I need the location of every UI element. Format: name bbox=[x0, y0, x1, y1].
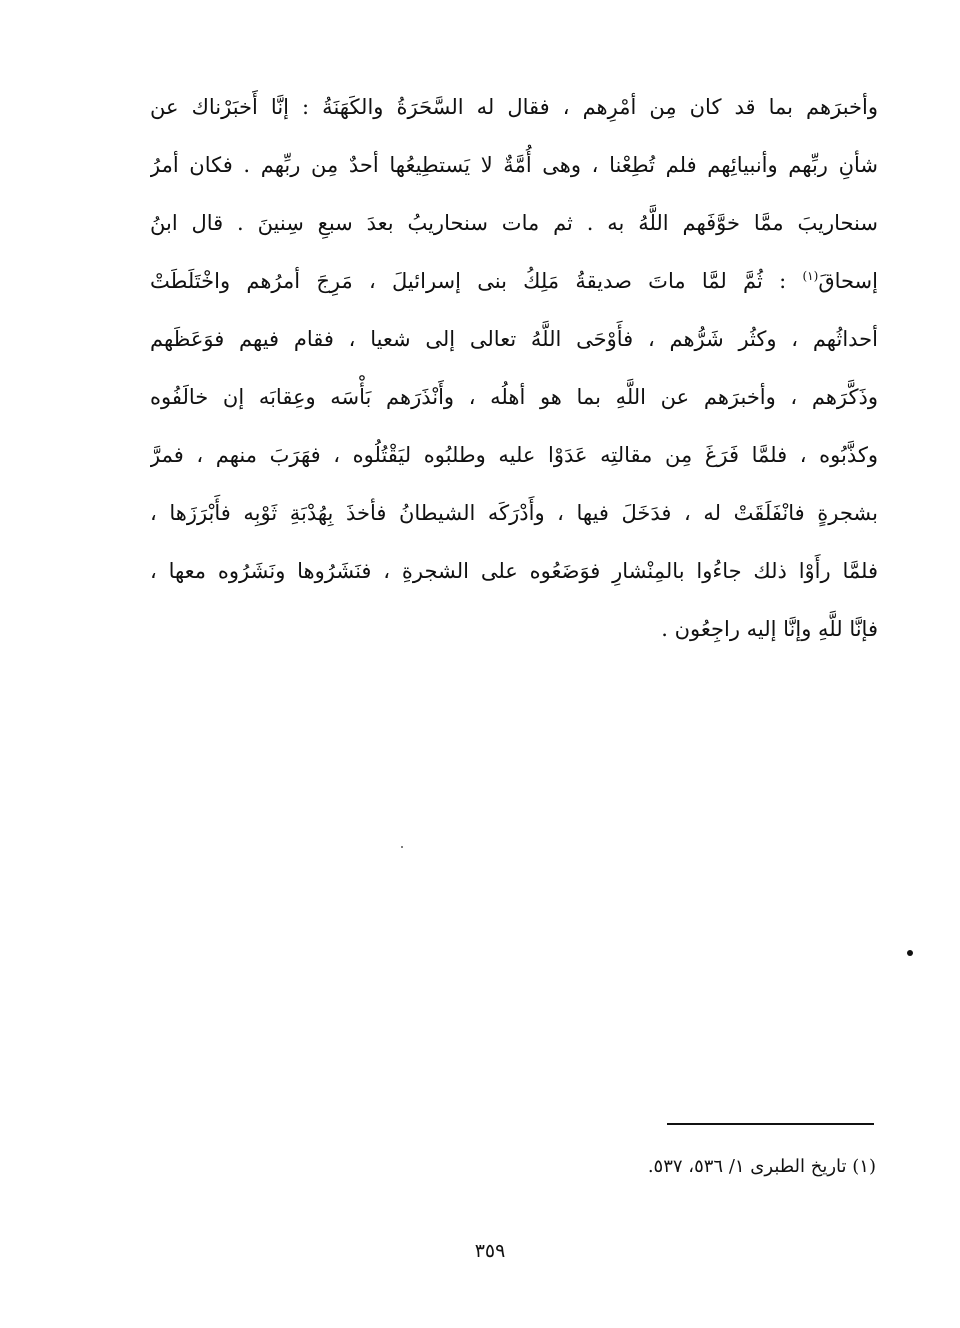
footnote: (١) تاريخ الطبرى ١/ ٥٣٦، ٥٣٧. bbox=[647, 1156, 876, 1177]
main-text-block bbox=[150, 78, 878, 658]
text-line-2: شأنِ ربِّهم وأنبيائِهم فلم تُطِعْنا ، وهى أُمَّةٌ لا يَستطِيعُها أحدٌ مِن ربِّهم . فكان أمرُ bbox=[150, 153, 878, 177]
page-number: ٣٥٩ bbox=[474, 1240, 506, 1262]
text-line-1: وأخبرَهم بما قد كان مِن أمْرِهم ، فقال له السَّحَرَةُ والكَهَنَةُ : إنَّا أَخبَرْناك عن bbox=[150, 95, 878, 119]
text-line-9: فلمَّا رأَوْا ذلك جاءُوا بالمِنْشارِ فوَضَعُوه على الشجرةِ ، فنَشَرُوها ونَشَرُوه معها ، bbox=[150, 559, 878, 583]
scan-dot bbox=[907, 950, 913, 956]
text-line-4-start: إسحاقَ bbox=[818, 269, 878, 293]
text-line-3: سنحاريبَ ممَّا خوَّفَهم اللَّهُ به . ثم مات سنحاريبُ بعدَ سبعِ سِنينَ . قال ابنُ bbox=[150, 211, 878, 235]
text-line-5: أحداثُهم ، وكثُر شَرُّهم ، فأَوْحَى اللَّهُ تعالى إلى شعيا ، فقام فيهم فوَعَظَهم bbox=[150, 327, 878, 351]
text-line-4 bbox=[150, 252, 878, 310]
footnote-separator bbox=[667, 1123, 874, 1125]
text-line-6: وذَكَّرَهم ، وأخبرَهم عن اللَّهِ بما هو أهلُه ، وأَنْذَرَهم بَأْسَه وعِقابَه إن خالَفُوه bbox=[150, 385, 878, 409]
text-line-7: وكذَّبُوه ، فلمَّا فَرَغَ مِن مقالتِه عَدَوْا عليه وطلبُوه ليَقْتُلُوه ، فهَرَبَ منهم ، فمرَّ bbox=[150, 443, 878, 467]
scan-speck bbox=[401, 846, 403, 848]
footnote-marker: (١) bbox=[802, 269, 819, 283]
text-line-10: فإنَّا للَّهِ وإنَّا إليه راجِعُون . bbox=[661, 617, 878, 641]
text-line-8: بشجرةٍ فانْفَلَقَتْ له ، فدَخَلَ فيها ، وأَدْرَكَه الشيطانُ فأخذَ بِهُدْبَةِ ثَوْبِه فأَبْرَزَها ، bbox=[150, 501, 878, 525]
text-line-4-rest: : ثُمَّ لمَّا ماتَ صديقةُ مَلِكُ بنى إسرائيلَ ، مَرِجَ أمرُهم واخْتَلَطَتْ bbox=[150, 269, 787, 293]
